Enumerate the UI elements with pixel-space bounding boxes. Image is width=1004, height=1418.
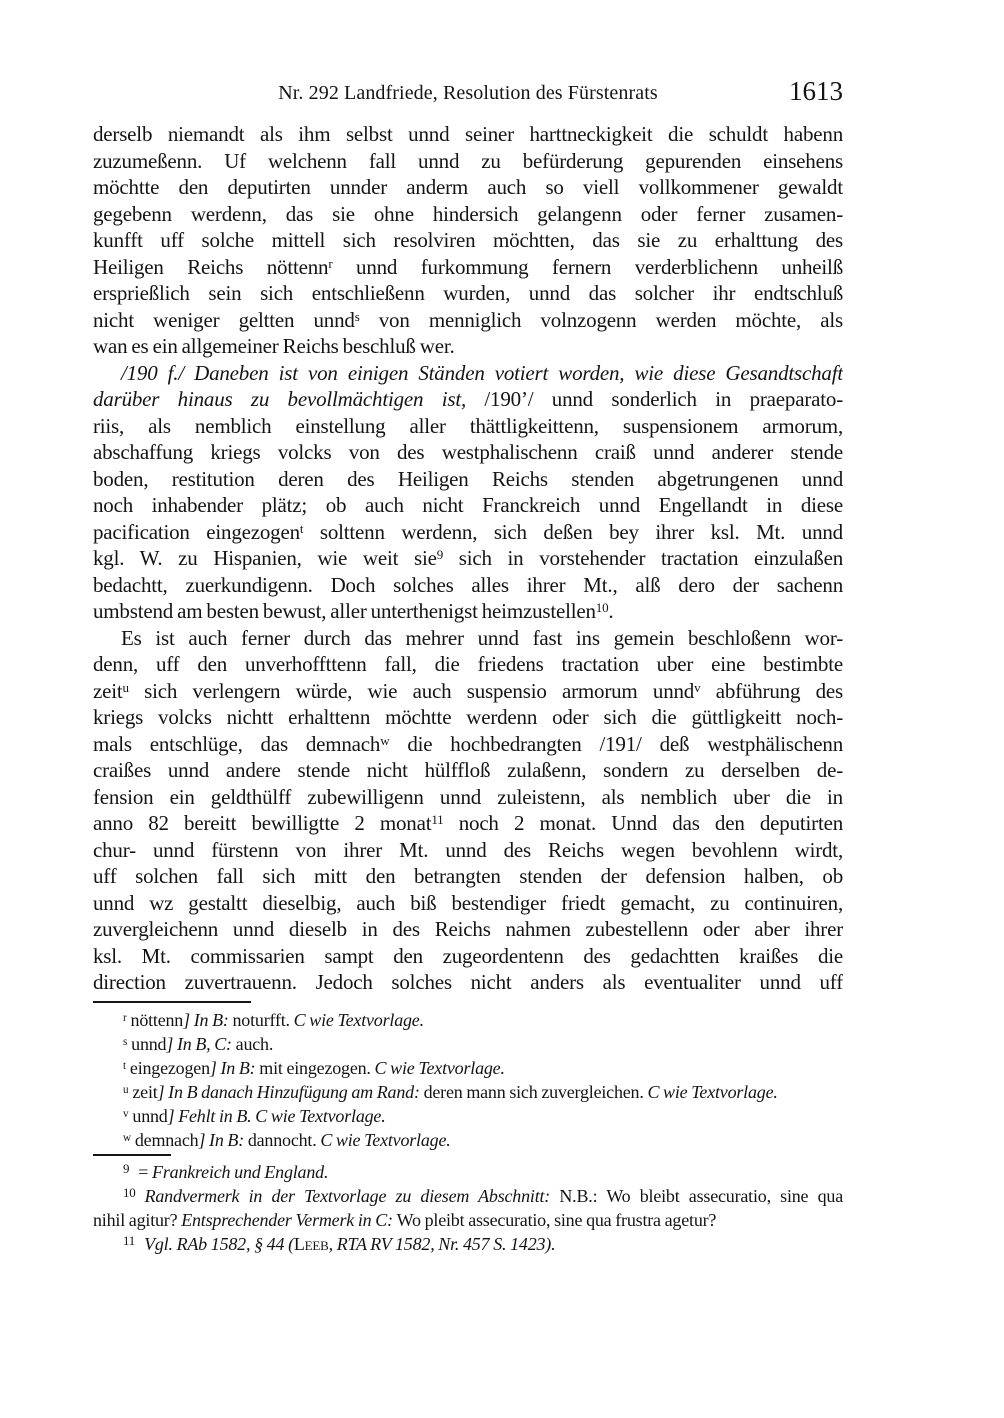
footnote-separator-variants [93,1001,251,1003]
footnote-reference: w [380,732,390,748]
text-line [93,466,843,493]
footnote-marker: t [123,1059,126,1072]
running-head-title: Nr. 292 Landfriede, Resolution des Fürstenrats [278,82,658,104]
text-segment: denn, uff den unverhoffttenn fall, die friedens tractation uber eine bestimbte [93,652,843,676]
text-line [93,704,843,731]
text-line [93,943,843,970]
text-line [93,280,843,307]
text-line [93,916,843,943]
text-segment: zeit [93,678,123,703]
text-segment: chur- unnd fürstenn von ihrer Mt. unnd des Reichs wegen bevohlenn wirdt, [93,837,843,862]
text-line [93,413,843,440]
text-line [93,386,843,413]
footnote-marker: u [123,1083,129,1096]
text-segment: noturfft. [232,1010,294,1030]
text-segment: sich verlengern würde, wie auch suspensio armorum unnd [128,678,695,703]
text-segment: anno 82 bereitt bewilligtte 2 monat [93,811,432,835]
footnote-marker: 10 [123,1185,136,1201]
text-line [93,969,843,996]
text-segment: fension ein geldthülff zubewilligenn unnd zuleistenn, als nemblich uber die in [93,784,843,809]
text-line [93,519,843,546]
text-line [93,784,843,811]
text-line [93,572,843,599]
italic-text: ] In B: [209,1058,260,1078]
italic-text: C wie Textvorlage. [293,1010,424,1030]
variant-note [93,1128,843,1152]
text-segment: craißes unnd andere stende nicht hülffloß zulaßenn, sondern zu derselben de- [93,758,843,782]
footnote-reference: v [694,679,701,695]
text-segment: Es ist auch ferner durch das mehrer unnd fast ins gemein beschloßenn wor- [121,625,843,650]
text-segment: zuvergleichenn unnd dieselb in des Reichs nahmen zubestellenn oder aber ihrer [93,917,843,941]
text-segment: zuzumeßenn. Uf welchenn fall unnd zu befürderung gepurenden einsehens [93,148,843,173]
text-line [93,333,843,360]
text-segment: wan es ein allgemeiner Reichs beschluß wer. [93,334,455,358]
footnote-marker: w [123,1131,131,1144]
italic-text: C wie Textvorlage. [647,1082,778,1102]
italic-text: ] In B: [198,1130,248,1150]
text-line [93,307,843,334]
italic-text: Vgl. RAb 1582, § 44 ( [144,1234,294,1254]
text-line [93,890,843,917]
footnote-reference: s [354,308,360,324]
text-segment: noch inhabender plätz; ob auch nicht Franckreich unnd Engellandt in diese [93,493,843,517]
text-line [93,810,843,837]
text-segment: kgl. W. zu Hispanien, wie weit sie [93,546,437,570]
commentary-note-line [93,1184,843,1208]
text-segment: abschaffung kriegs volcks von des westphalischenn craiß unnd anderer stende [93,440,843,464]
text-segment: demnach [134,1130,199,1150]
footnote-reference: 10 [595,600,609,616]
text-segment: uff solchen fall sich mitt den betrangten stenden der defension halben, ob [93,864,843,888]
text-segment: solttenn werdenn, sich deßen bey ihrer ksl. Mt. unnd [303,519,843,544]
text-segment: gegebenn werdenn, das sie ohne hindersich gelangenn oder ferner zusamen- [93,201,843,226]
variant-note [93,1104,843,1128]
text-segment: eingezogen [129,1058,210,1078]
text-segment: kunfft uff solche mittell sich resolviren möchtten, das sie zu erhalttung des [93,228,843,252]
commentary-notes [93,1160,843,1256]
footnote-marker: r [123,1011,127,1024]
text-segment: unnd wz gestaltt dieselbig, auch biß bestendiger friedt gemacht, zu continuiren, [93,890,843,915]
text-segment: nicht weniger geltten unnd [93,307,355,332]
text-segment: Wo pleibt assecuratio, sine qua frustra agetur? [396,1210,717,1230]
text-line [93,651,843,678]
text-line [93,121,843,148]
text-segment: sich in vorstehender tractation einzulaßen [443,546,843,570]
text-segment: umbstend am besten bewust, aller unterthenigst heimzustellen [93,599,596,623]
text-segment: die hochbedrangten /191/ deß westphälischenn [389,731,843,756]
text-line [93,360,843,387]
text-segment: nöttenn [130,1010,184,1030]
text-line [93,757,843,784]
italic-text: ] Fehlt in B. C wie Textvorlage. [167,1106,386,1126]
italic-text: ] In B: [183,1010,233,1030]
text-segment: unnd [132,1106,168,1126]
text-line [93,439,843,466]
variant-note [93,1080,843,1104]
text-segment: N.B.: Wo bleibt assecuratio, sine qua [559,1186,843,1206]
text-segment: mals entschlüge, das demnach [93,731,381,756]
text-segment: /190’/ unnd sonderlich in praeparato- [484,387,843,411]
text-line [93,201,843,228]
footnote-marker: v [123,1107,129,1120]
italic-text: ] In B, C: [166,1034,236,1054]
text-segment: = [138,1162,153,1182]
text-segment: mit eingezogen. [259,1058,375,1078]
smallcaps-text: Leeb [293,1234,329,1254]
text-segment: möchtte den deputirten unnder anderm auch so viell vollkommener gewaldt [93,175,843,199]
footnote-reference: t [299,520,304,536]
text-segment: dannocht. [247,1130,321,1150]
commentary-note-line [93,1160,843,1184]
text-segment: zeit [132,1082,158,1102]
commentary-note-line [93,1232,843,1256]
footnote-reference: r [328,255,333,271]
text-line [93,148,843,175]
variant-note [93,1032,843,1056]
italic-text: /190 f./ Daneben ist von einigen Ständen votiert worden, wie diese Gesandtschaft [121,360,843,385]
text-segment: derselb niemandt als ihm selbst unnd seiner harttneckigkeit die schuldt habenn [93,122,843,146]
text-segment: pacification eingezogen [93,519,300,544]
text-segment: . [608,599,614,623]
footnote-reference: 9 [436,547,444,563]
footnote-marker: s [123,1035,128,1048]
text-line [93,545,843,572]
italic-text: C wie Textvorlage. [320,1130,451,1150]
text-segment: auch. [235,1034,274,1054]
text-segment: riis, als nemblich einstellung aller thättligkeittenn, suspensionem armorum, [93,413,843,438]
text-line [93,227,843,254]
text-line [93,174,843,201]
text-segment: abführung des [700,678,843,703]
variant-note [93,1056,843,1080]
text-line [93,731,843,758]
text-segment: ersprießlich sein sich entschließenn wurden, unnd das solcher ihr endtschluß [93,281,843,305]
text-segment: kriegs volcks nichtt erhalttenn möchtte werdenn oder sich die güttligkeitt noch- [93,705,843,729]
text-line [93,254,843,281]
italic-text: Entsprechender Vermerk in C: [181,1210,397,1230]
footnote-separator-commentary [93,1154,171,1156]
text-segment: bedachtt, zuerkundigenn. Doch solches alles ihrer Mt., alß dero der sachenn [93,572,843,597]
running-head [93,76,843,114]
text-segment: von menniglich volnzogenn werden möchte, als [359,307,843,332]
text-line [93,837,843,864]
italic-text: darüber hinaus zu bevollmächtigen ist, [93,387,485,411]
footnote-marker: 11 [123,1233,136,1249]
text-segment: unnd [131,1034,167,1054]
text-segment: nihil agitur? [93,1210,182,1230]
text-segment: deren mann sich zuvergleichen. [423,1082,648,1102]
commentary-note-line [93,1208,843,1232]
text-line [93,492,843,519]
italic-text: Randvermerk in der Textvorlage zu diesem Abschnitt: [144,1186,560,1206]
text-segment: unnd furkommung fernern verderblichenn unheilß [332,254,843,279]
variant-notes [93,1008,843,1152]
text-line [93,863,843,890]
footnote-reference: u [122,679,129,695]
text-segment: direction zuvertrauenn. Jedoch solches nicht anders als eventualiter unnd uff [93,970,843,994]
text-line [93,678,843,705]
text-line [93,598,843,625]
body-text [93,121,843,996]
italic-text: ] In B danach Hinzufügung am Rand: [157,1082,424,1102]
text-segment: noch 2 monat. Unnd das den deputirten [443,811,843,835]
footnote-reference: 11 [431,812,444,828]
text-segment: ksl. Mt. commissarien sampt den zugeordentenn des gedachtten kraißes die [93,943,843,968]
text-segment: Heiligen Reichs nöttenn [93,254,329,279]
italic-text: Frankreich und England. [152,1162,329,1182]
page-number: 1613 [789,76,843,106]
italic-text: C wie Textvorlage. [374,1058,505,1078]
text-line [93,625,843,652]
italic-text: , RTA RV 1582, Nr. 457 S. 1423). [328,1234,556,1254]
footnote-marker: 9 [123,1161,130,1177]
variant-note [93,1008,843,1032]
text-segment: boden, restitution deren des Heiligen Reichs stenden abgetrungenen unnd [93,466,843,491]
